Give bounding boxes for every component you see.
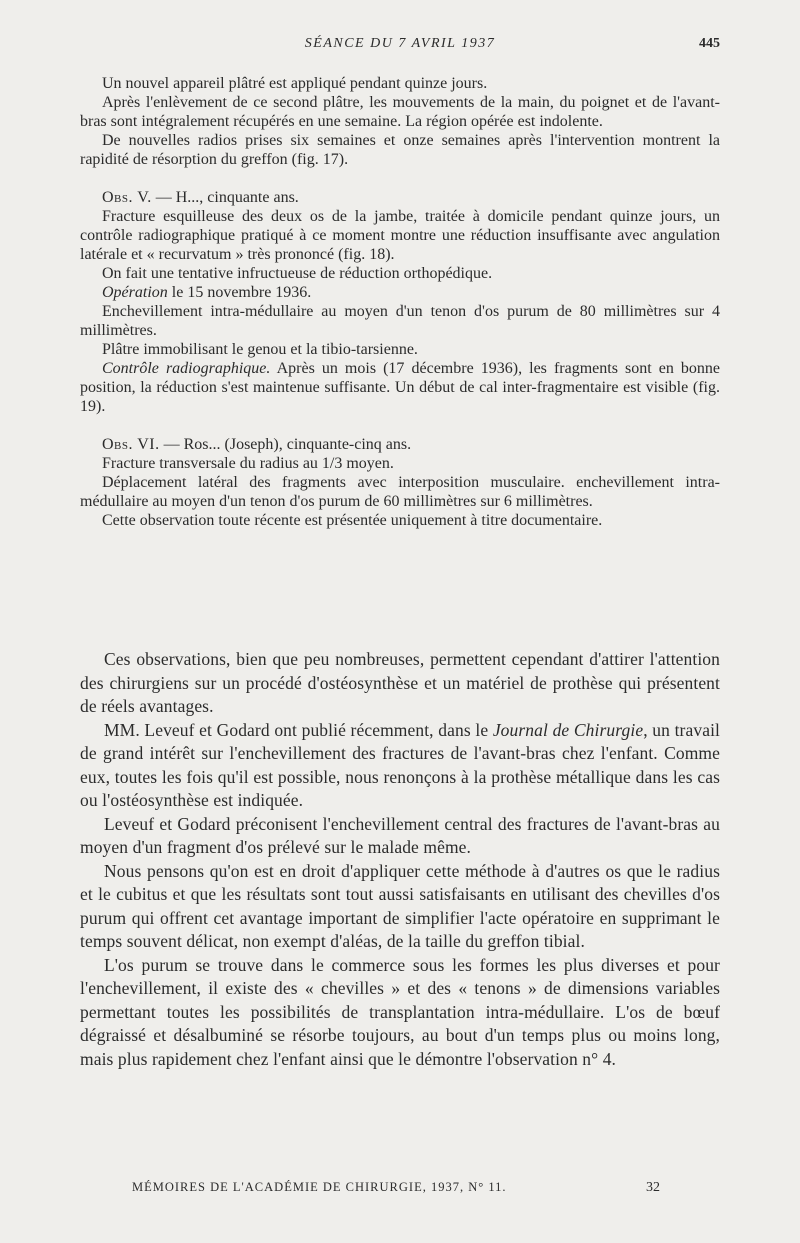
control-text: Après un mois (17 décembre 1936), les fragments sont en bonne position, la réduction s'est maintenue suffisante. Un début de cal inter-fragmentaire est visible (fig. 19). — [80, 360, 720, 415]
text-run: , un travail de grand intérêt sur l'enchevillement des fractures de l'avant-bras chez l'enfant. Comme eux, toutes les fois qu'il est possible, nous renonçons à la prothèse métallique dans les cas ou l'ostéosynthèse est indiquée. — [80, 719, 720, 810]
page-footer — [80, 1180, 720, 1200]
observation-heading — [80, 435, 720, 454]
footer-journal: MÉMOIRES DE L'ACADÉMIE DE CHIRURGIE, 1937, N° 11. — [132, 1180, 507, 1194]
paragraph: De nouvelles radios prises six semaines et onze semaines après l'intervention montrent la rapidité de résorption du greffon (fig. 17). — [80, 132, 720, 168]
paragraph: Leveuf et Godard préconisent l'enchevillement central des fractures de l'avant-bras au moyen d'un fragment d'os prélevé sur le malade même. — [80, 813, 720, 857]
operation-date: le 15 novembre 1936. — [167, 284, 312, 301]
observation-label: Obs. V. — [102, 189, 152, 206]
discussion-section — [80, 648, 720, 1071]
observation-title: — Ros... (Joseph), cinquante-cinq ans. — [159, 436, 412, 453]
sheet-number: 32 — [646, 1180, 660, 1195]
observations-section — [80, 74, 720, 530]
control-label: Contrôle radiographique. — [102, 360, 271, 377]
paragraph: Cette observation toute récente est présentée uniquement à titre documentaire. — [102, 512, 603, 529]
paragraph: Enchevillement intra-médullaire au moyen d'un tenon d'os purum de 80 millimètres sur 4 millimètres. — [80, 303, 720, 339]
paragraph: Un nouvel appareil plâtré est appliqué pendant quinze jours. — [102, 75, 488, 92]
paragraph: Fracture esquilleuse des deux os de la jambe, traitée à domicile pendant quinze jours, un contrôle radiographique pratiqué à ce moment montre une réduction insuffisante avec angulation latérale et « recurvatum » très prononcé (fig. 18). — [80, 208, 720, 263]
paragraph: Déplacement latéral des fragments avec interposition musculaire. enchevillement intra-médullaire au moyen d'un tenon d'os purum de 60 millimètres sur 6 millimètres. — [80, 474, 720, 510]
text-run: MM. Leveuf et Godard ont publié récemment, dans le — [104, 719, 493, 740]
observation-label: Obs. VI. — [102, 436, 160, 453]
paragraph: L'os purum se trouve dans le commerce sous les formes les plus diverses et pour l'enchevillement, il existe des « chevilles » et des « tenons » de dimensions variables permettant toutes les possibilités de transplantation intra-médullaire. L'os de bœuf dégraissé et désalbuminé se résorbe toujours, au bout d'un temps plus ou moins long, mais plus rapidement chez l'enfant ainsi que le démontre l'observation n° 4. — [80, 954, 720, 1069]
paragraph — [80, 719, 720, 813]
paragraph: On fait une tentative infructueuse de réduction orthopédique. — [102, 265, 493, 282]
observation-heading — [80, 188, 720, 207]
paragraph: Plâtre immobilisant le genou et la tibio-tarsienne. — [102, 341, 418, 358]
paragraph: Après l'enlèvement de ce second plâtre, les mouvements de la main, du poignet et de l'avant-bras sont intégralement récupérés en une semaine. La région opérée est indolente. — [80, 94, 720, 130]
journal-title: Journal de Chirurgie — [492, 719, 644, 740]
operation-label: Opération — [102, 284, 168, 301]
page-header — [80, 36, 720, 56]
control-paragraph — [80, 359, 720, 416]
observation-title: — H..., cinquante ans. — [151, 189, 299, 206]
operation-line — [80, 283, 720, 302]
paragraph: Fracture transversale du radius au 1/3 moyen. — [102, 455, 394, 472]
paragraph: Ces observations, bien que peu nombreuses, permettent cependant d'attirer l'attention des chirurgiens sur un procédé d'ostéosynthèse et un matériel de prothèse qui présentent de réels avantages. — [80, 649, 720, 716]
running-title: SÉANCE DU 7 AVRIL 1937 — [304, 36, 496, 51]
page-number: 445 — [699, 36, 720, 51]
paragraph: Nous pensons qu'on est en droit d'appliquer cette méthode à d'autres os que le radius et le cubitus et que les résultats sont tout aussi satisfaisants en utilisant des chevilles d'os purum qui offrent cet avantage important de simplifier l'acte opératoire en supprimant le temps souvent délicat, non exempt d'aléas, de la taille du greffon tibial. — [80, 860, 720, 951]
